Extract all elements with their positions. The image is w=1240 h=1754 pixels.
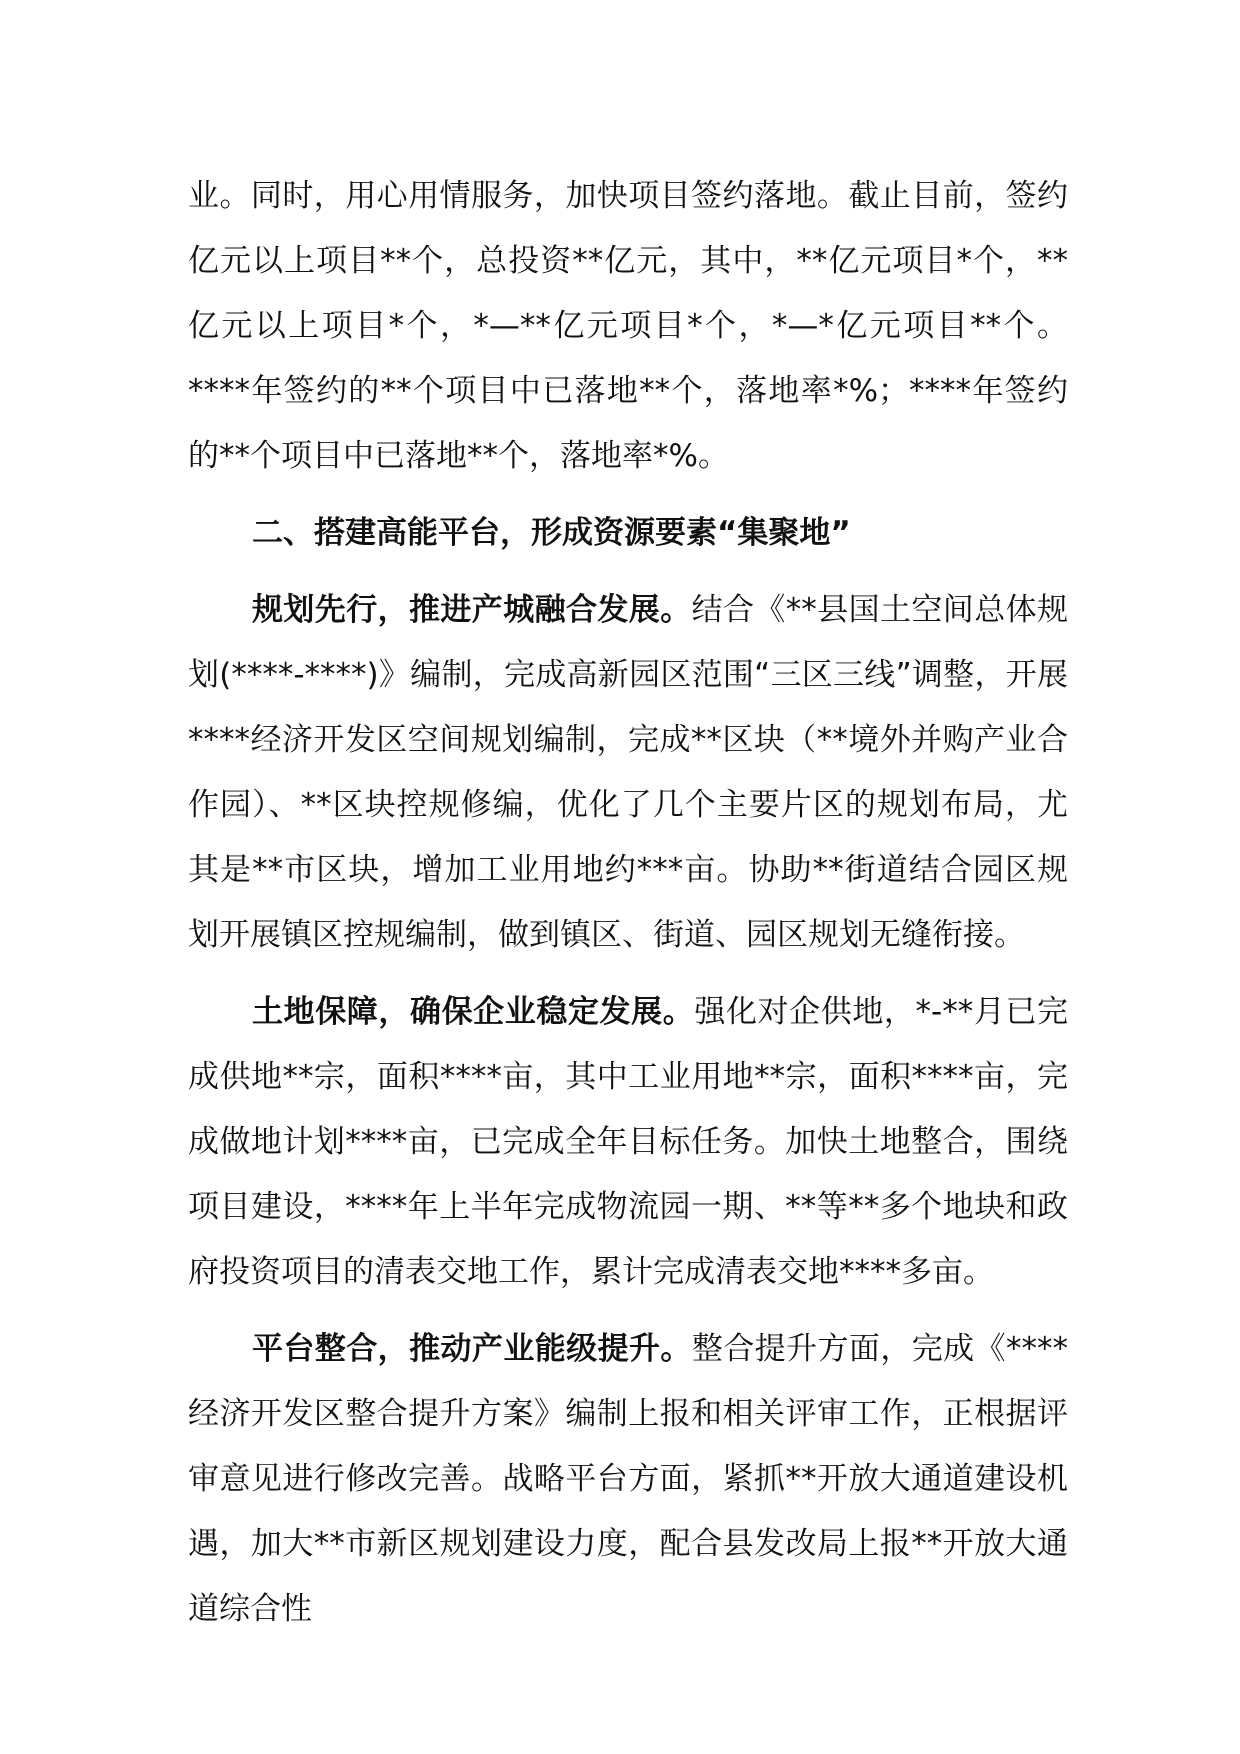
paragraph-lead-land: 土地保障，确保企业稳定发展。 bbox=[252, 994, 695, 1030]
paragraph-body-platform: 整合提升方面，完成《****经济开发区整合提升方案》编制上报和相关评审工作，正根据评审意见进行修改完善。战略平台方面，紧抓**开放大通道建设机遇，加大**市新区规划建设力度，配合县发改局上报**开放大通道综合性 bbox=[188, 1331, 1069, 1627]
paragraph-platform bbox=[188, 1317, 1068, 1642]
paragraph-project-signing: 业。同时，用心用情服务，加快项目签约落地。截止目前，签约亿元以上项目**个，总投资**亿元，其中，**亿元项目*个，**亿元以上项目*个，*—**亿元项目*个，*—*亿元项目**个。****年签约的**个项目中已落地**个，落地率*%；****年签约的**个项目中已落地**个，落地率*%。 bbox=[188, 178, 1068, 474]
paragraph-body-planning: 结合《**县国土空间总体规划(****-****)》编制，完成高新园区范围“三区三线”调整，开展****经济开发区空间规划编制，完成**区块（**境外并购产业合作园）、**区块控规修编，优化了几个主要片区的规划布局，尤其是**市区块，增加工业用地约***亩。协助**街道结合园区规划开展镇区控规编制，做到镇区、街道、园区规划无缝衔接。 bbox=[188, 592, 1069, 953]
paragraph-body-land: 强化对企供地，*-**月已完成供地**宗，面积****亩，其中工业用地**宗，面积****亩，完成做地计划****亩，已完成全年目标任务。加快土地整合，围绕项目建设，****年上半年完成物流园一期、**等**多个地块和政府投资项目的清表交地工作，累计完成清表交地****多亩。 bbox=[188, 994, 1069, 1290]
paragraph-lead-planning: 规划先行，推进产城融合发展。 bbox=[252, 592, 692, 628]
paragraph-lead-platform: 平台整合，推动产业能级提升。 bbox=[252, 1331, 692, 1367]
paragraph-planning bbox=[188, 578, 1068, 968]
paragraph-land bbox=[188, 980, 1068, 1305]
section-heading-2: 二、搭建高能平台，形成资源要素“集聚地” bbox=[252, 515, 851, 551]
document-page bbox=[188, 164, 1068, 1654]
